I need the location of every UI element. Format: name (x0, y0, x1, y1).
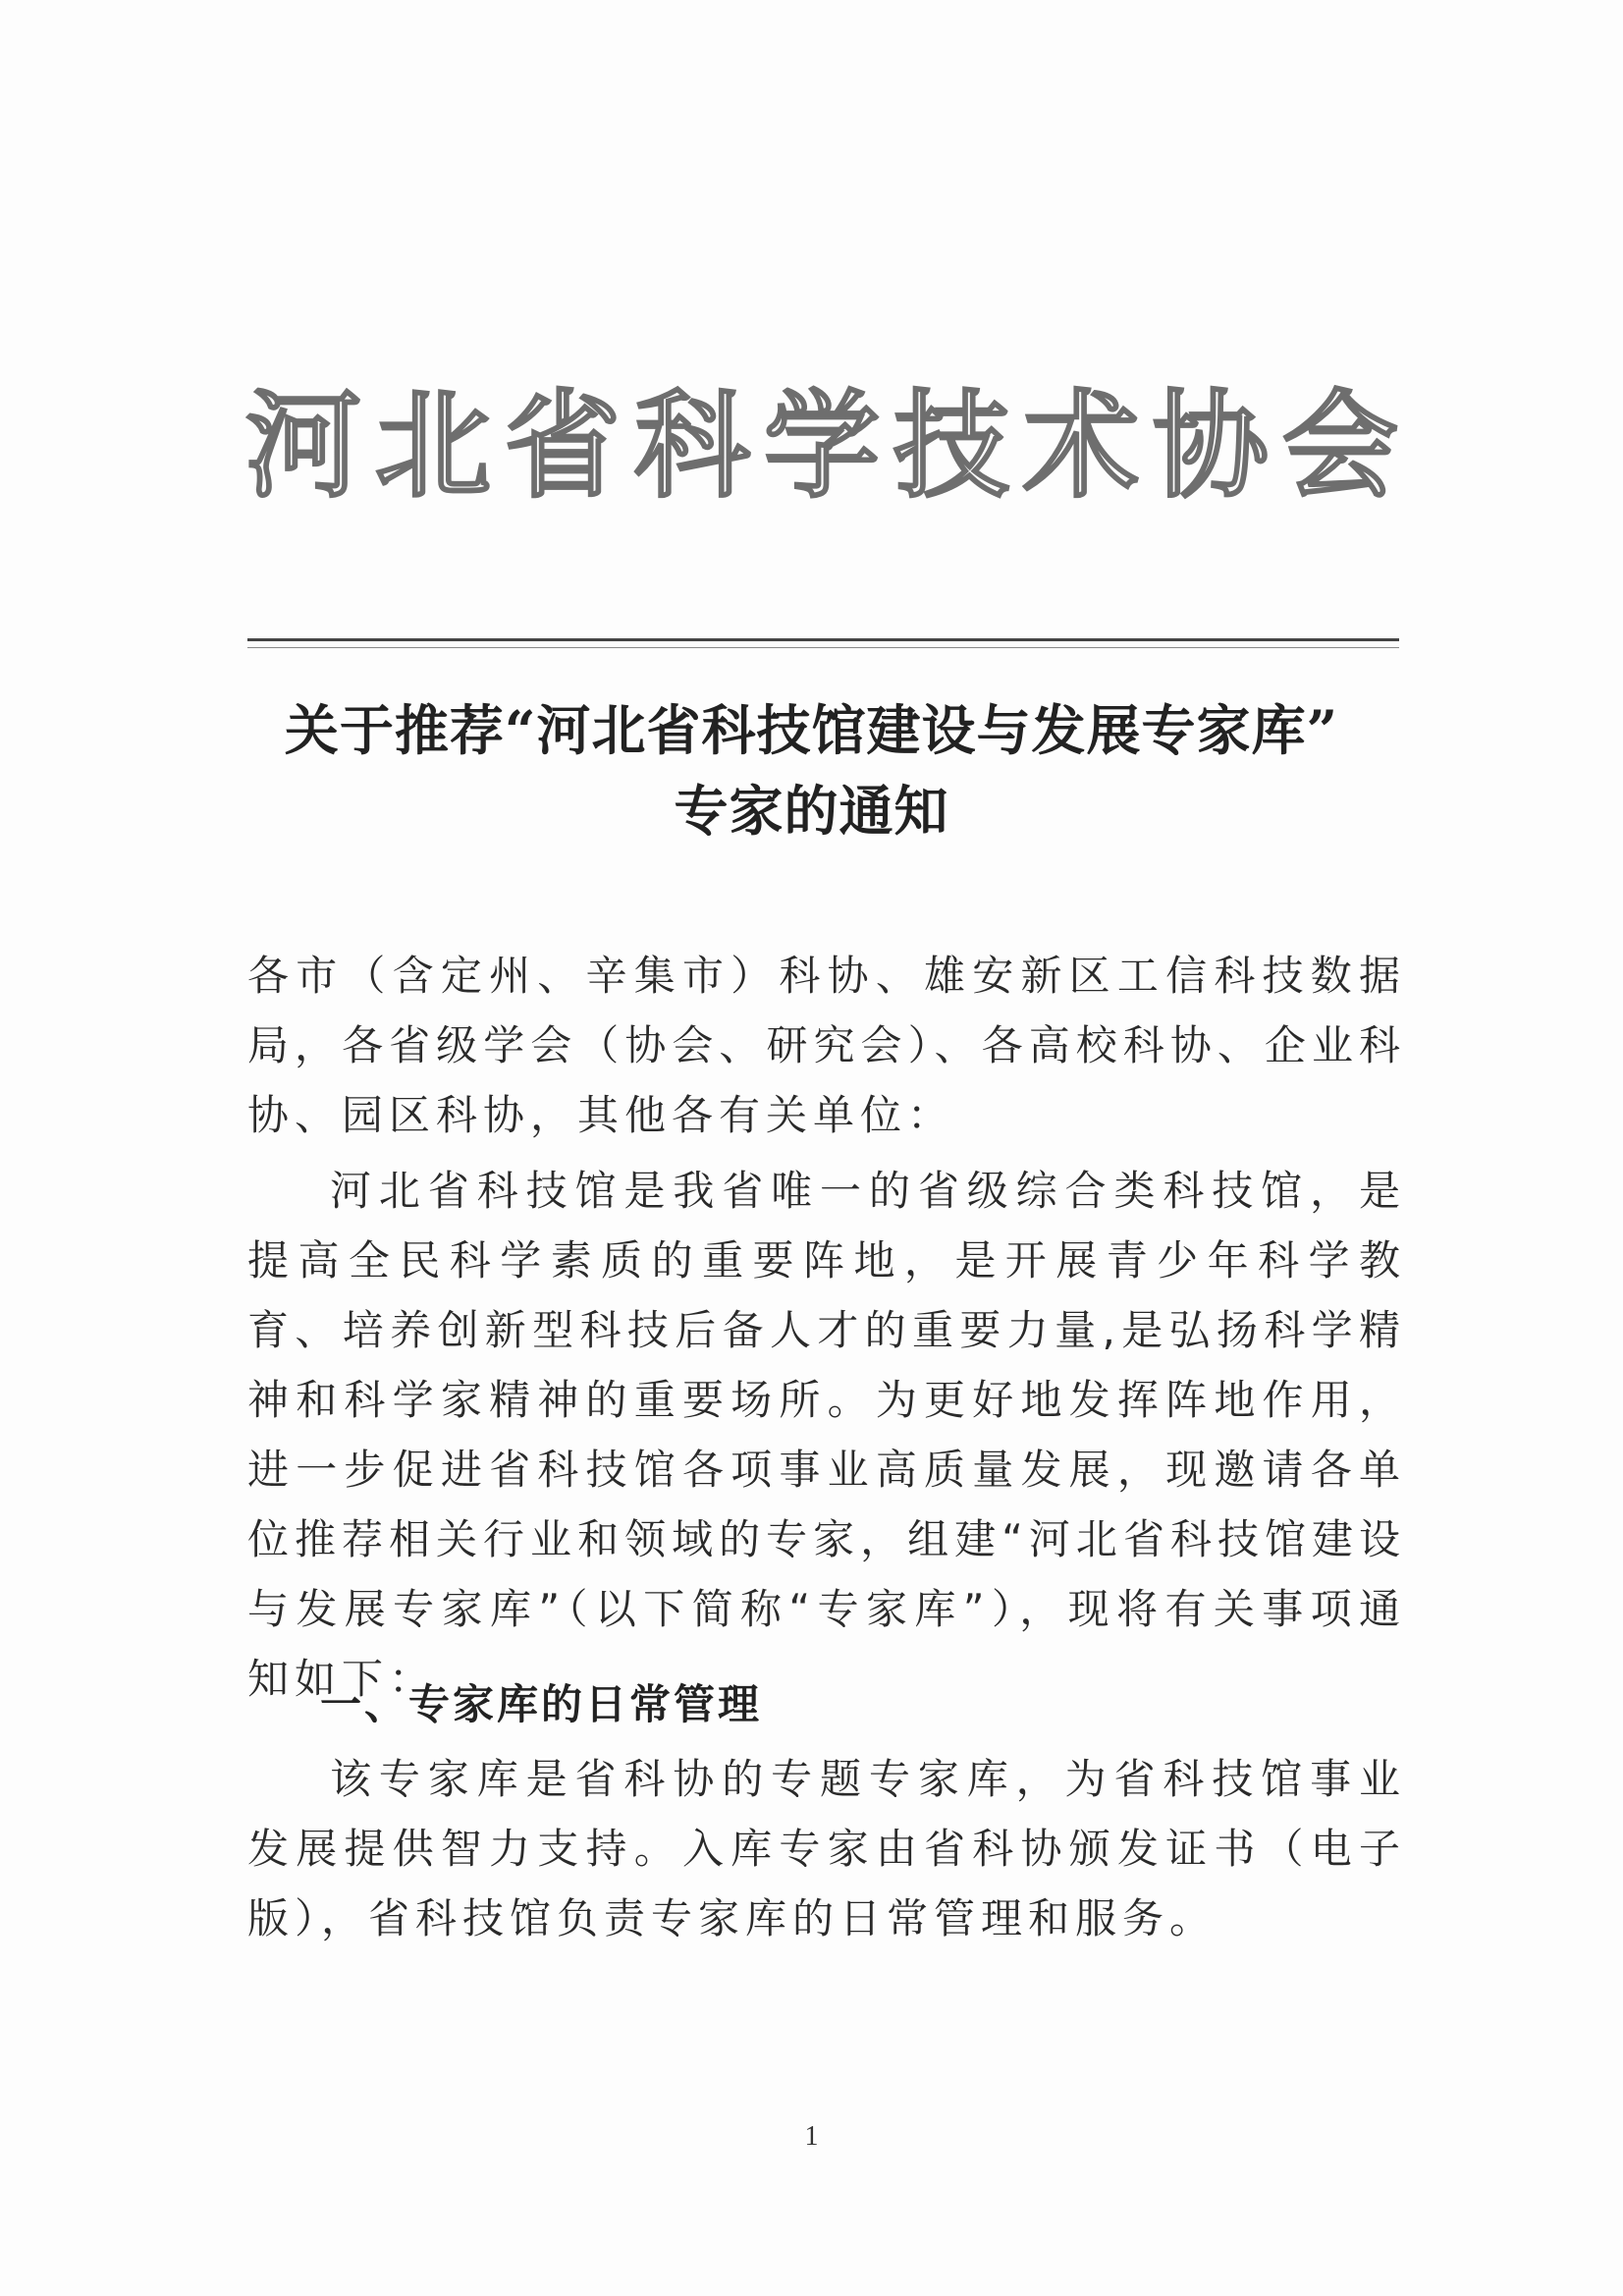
document-title-line-1: 关于推荐“河北省科技馆建设与发展专家库” (284, 698, 1339, 762)
page-number: 1 (804, 2121, 819, 2152)
recipients-paragraph: 各市（含定州、辛集市）科协、雄安新区工信科技数据局，各省级学会（协会、研究会）、各高校科协、企业科协、园区科协，其他各有关单位： (247, 952, 1406, 1139)
section-1-heading: 一、专家库的日常管理 (320, 1680, 763, 1728)
section-1-paragraph: 该专家库是省科协的专题专家库，为省科技馆事业发展提供智力支持。入库专家由省科协颁发证书（电子版），省科技馆负责专家库的日常管理和服务。 (247, 1755, 1406, 1942)
document-title-line-2: 专家的通知 (674, 779, 949, 843)
document-title (196, 690, 1427, 851)
letterhead-rule (247, 638, 1399, 641)
intro-paragraph: 河北省科技馆是我省唯一的省级综合类科技馆，是提高全民科学素质的重要阵地，是开展青少年科学教育、培养创新型科技后备人才的重要力量,是弘扬科学精神和科学家精神的重要场所。为更好地发挥阵地作用，进一步促进省科技馆各项事业高质量发展，现邀请各单位推荐相关行业和领域的专家，组建“河北省科技馆建设与发展专家库”（以下简称“专家库”），现将有关事项通知如下： (247, 1167, 1406, 1703)
letterhead-rule-thin (247, 647, 1399, 648)
letterhead-org-name: 河北省科学技术协会 (245, 377, 1413, 514)
